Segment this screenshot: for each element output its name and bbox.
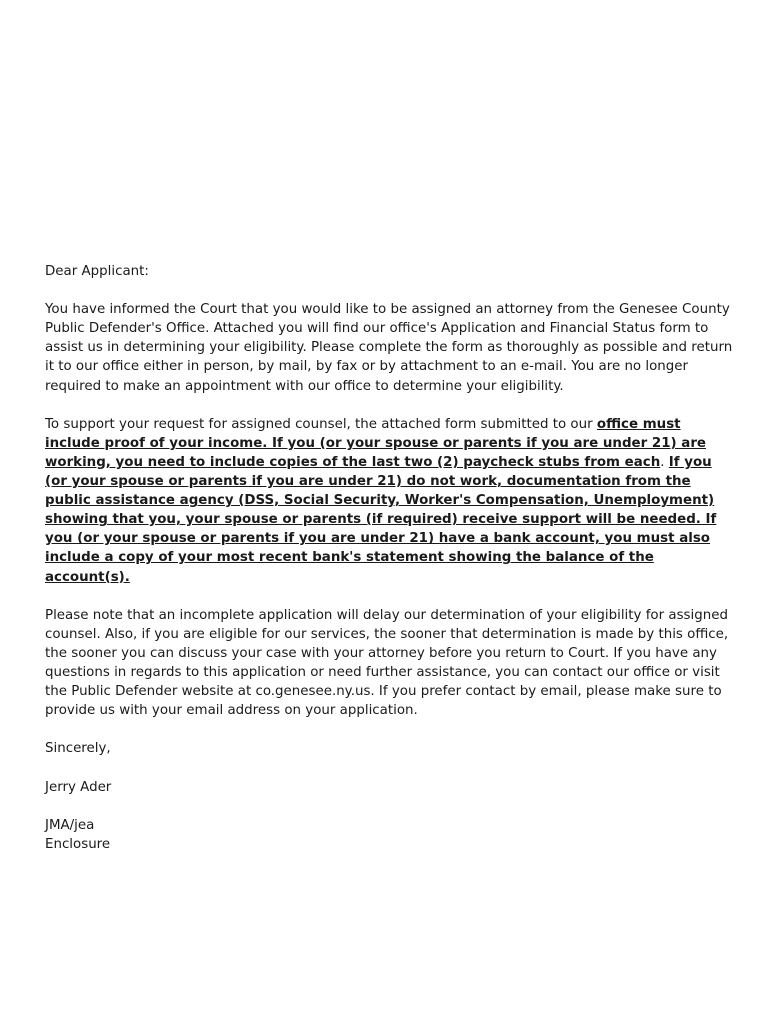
closing: Sincerely,	[45, 741, 111, 757]
paragraph-intro: You have informed the Court that you would like to be assigned an attorney from the Genesee County Public Defender's Office. Attached you will find our office's Application and Financial Status form to assist us in determining your eligibility. Please complete the form as thoroughly as possible and return it to our office either in person, by mail, by fax or by attachment to an e-mail. You are no longer required to make an appointment with our office to determine your eligibility.	[45, 302, 733, 394]
reference-block	[45, 816, 735, 854]
paragraph-incomplete-notice: Please note that an incomplete application will delay our determination of your eligibility for assigned counsel. Also, if you are eligible for our services, the sooner that determination is made by this office, the sooner you can discuss your case with your attorney before you return to Court. If you have any questions in regards to this application or need further assistance, you can contact our office or visit the Public Defender website at co.genesee.ny.us. If you prefer contact by email, please make sure to provide us with your email address on your application.	[45, 607, 729, 719]
paragraph-income-requirements	[45, 415, 735, 587]
reference-initials: JMA/jea	[45, 817, 95, 833]
enclosure-note: Enclosure	[45, 836, 111, 852]
income-proof-requirement: office must include proof of your income. If you (or your spouse or parents if you are under 21) are working, you need to include copies of the last two (2) paycheck stubs from each	[45, 416, 707, 470]
paragraph-income-intro-text: To support your request for assigned counsel, the attached form submitted to our	[45, 416, 597, 432]
salutation: Dear Applicant:	[45, 264, 149, 279]
signer-name: Jerry Ader	[45, 779, 112, 795]
non-working-documentation-requirement: If you (or your spouse or parents if you are under 21) do not work, documentation from the public assistance agency (DSS, Social Security, Worker's Compensation, Unemployment) showing that you, your spouse or parents (if required) receive support will be needed. If you (or your spouse or parents if you are under 21) have a bank account, you must also include a copy of your most recent bank's statement showing the balance of the account(s).	[45, 454, 717, 585]
letter-body	[45, 262, 735, 854]
sentence-period: .	[660, 454, 665, 470]
